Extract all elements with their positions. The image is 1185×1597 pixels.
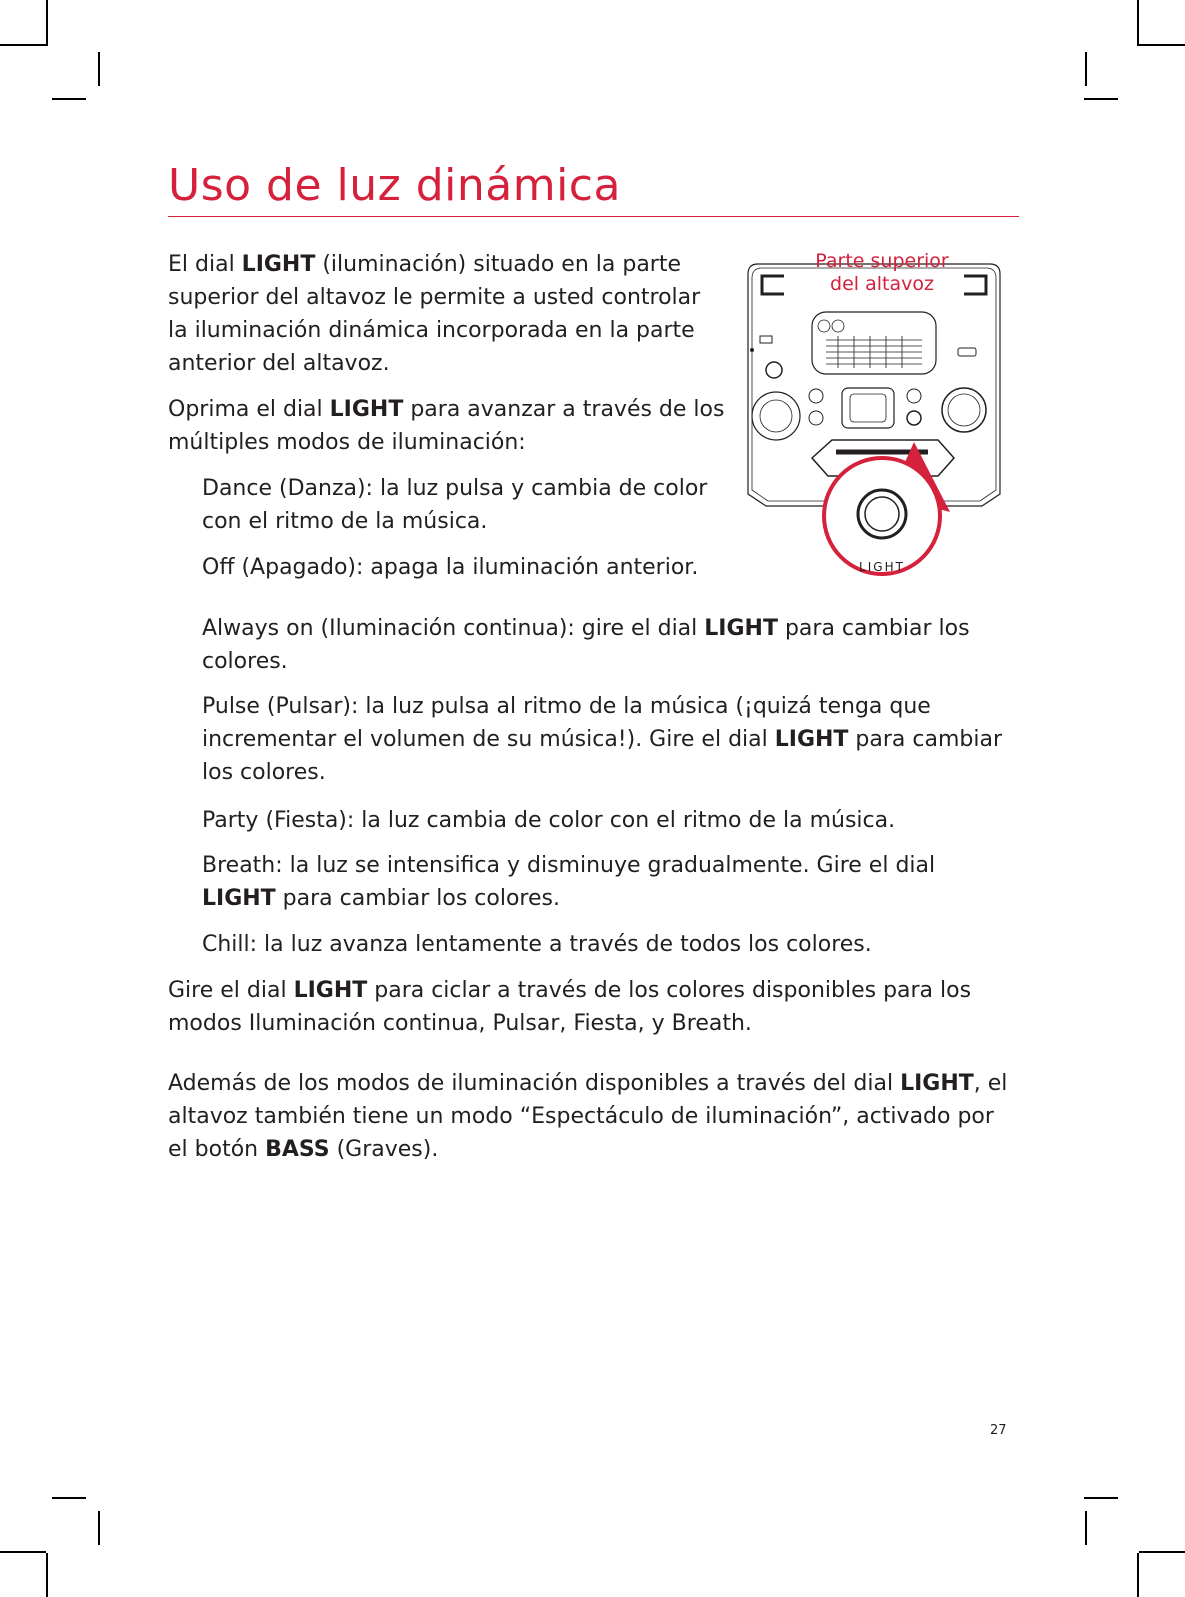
figure-caption: Parte superior del altavoz bbox=[815, 250, 949, 295]
crop-mark bbox=[1085, 52, 1087, 86]
mode-always-on: Always on (Iluminación continua): gire el dial LIGHT para cambiar los colores. bbox=[202, 616, 970, 674]
turn-paragraph: Gire el dial LIGHT para ciclar a través de los colores disponibles para los modos Iluminación continua, Pulsar, Fiesta, y Breath. bbox=[168, 978, 972, 1036]
crop-mark bbox=[1085, 1511, 1087, 1545]
page-title: Uso de luz dinámica bbox=[168, 160, 621, 211]
light-dial-label: LIGHT bbox=[859, 560, 905, 574]
crop-mark bbox=[46, 0, 48, 46]
crop-mark bbox=[52, 1497, 86, 1499]
crop-mark bbox=[1084, 1497, 1118, 1499]
press-paragraph: Oprima el dial LIGHT para avanzar a través de los múltiples modos de iluminación: bbox=[168, 397, 725, 455]
crop-mark bbox=[1139, 1551, 1185, 1553]
crop-mark bbox=[1084, 98, 1118, 100]
title-rule bbox=[168, 216, 1019, 217]
intro-paragraph: El dial LIGHT (iluminación) situado en la parte superior del altavoz le permite a usted controlar la iluminación dinámica incorporada en la parte anterior del altavoz. bbox=[168, 252, 701, 376]
crop-mark bbox=[0, 1551, 46, 1553]
mode-dance: Dance (Danza): la luz pulsa y cambia de color con el ritmo de la música. bbox=[202, 476, 708, 534]
mode-party: Party (Fiesta): la luz cambia de color con el ritmo de la música. bbox=[202, 808, 896, 833]
crop-mark bbox=[52, 98, 86, 100]
mode-off: Off (Apagado): apaga la iluminación anterior. bbox=[202, 555, 699, 580]
mode-chill: Chill: la luz avanza lentamente a través de todos los colores. bbox=[202, 932, 872, 957]
crop-mark bbox=[1139, 44, 1185, 46]
crop-mark bbox=[46, 1553, 48, 1597]
page-number: 27 bbox=[990, 1423, 1007, 1438]
crop-mark bbox=[0, 44, 46, 46]
crop-mark bbox=[98, 1511, 100, 1545]
mode-breath: Breath: la luz se intensifica y disminuye gradualmente. Gire el dial LIGHT para cambiar los colores. bbox=[202, 853, 936, 911]
crop-mark bbox=[1137, 1553, 1139, 1597]
crop-mark bbox=[98, 52, 100, 86]
speaker-top-figure bbox=[742, 244, 1022, 584]
light-show-paragraph: Además de los modos de iluminación disponibles a través del dial LIGHT, el altavoz también tiene un modo “Espectáculo de iluminación”, activado por el botón BASS (Graves). bbox=[168, 1071, 1008, 1162]
crop-mark bbox=[1137, 0, 1139, 46]
mode-pulse: Pulse (Pulsar): la luz pulsa al ritmo de la música (¡quizá tenga que incrementar el volumen de su música!). Gire el dial LIGHT para cambiar los colores. bbox=[202, 694, 1003, 785]
